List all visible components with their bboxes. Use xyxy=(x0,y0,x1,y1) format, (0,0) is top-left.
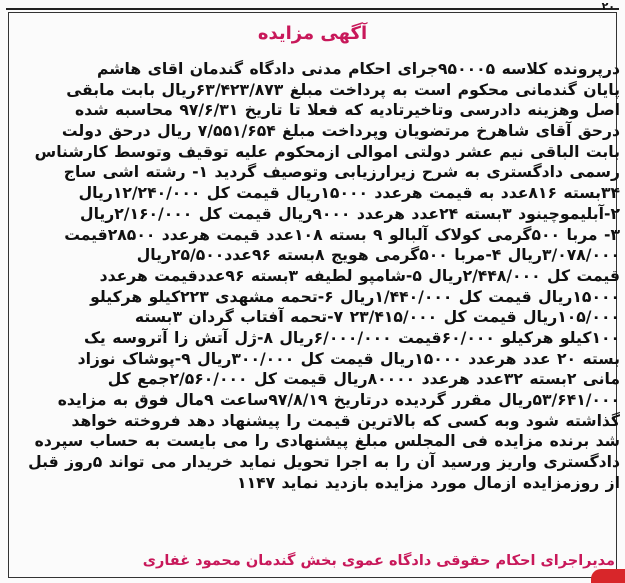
notice-signature: مدیراجرای احکام حقوقی دادگاه عموی بخش گندمان محمود غفاری xyxy=(142,553,615,569)
notice-line: گذاشته شود وبه کسی که بالاترین قیمت را پیشنهاد دهد فروخته خواهد xyxy=(71,411,620,430)
notice-line: مانی ۲بسته ۳۲عدد هرعدد ۸۰۰۰۰ریال قیمت کل ۲/۵۶۰/۰۰۰جمع کل xyxy=(107,370,620,389)
notice-line: ۱۰۵/۰۰۰ریال قیمت کل ۲۳/۴۱۵/۰۰۰ ۷-تحمه آفتاب گردان ۳بسته xyxy=(134,308,620,327)
notice-line: شد برنده مزایده فی المجلس مبلغ پیشنهادی را می بایست به حساب سپرده xyxy=(34,432,620,451)
notice-line: پایان گندمانی محکوم است به پرداخت مبلغ ۶۳/۴۲۳/۸۷۳ریال بابت مابقی xyxy=(66,80,620,99)
notice-title: آگهی مزایده xyxy=(257,23,368,44)
notice-line: از روزمزایده ازمال مورد مزایده بازدید نماید ۱۱۴۷ xyxy=(237,473,620,492)
notice-line: درحق آقای شاهرخ مرتضویان وپرداخت مبلغ ۷/۵۵۱/۶۵۴ ریال درحق دولت xyxy=(61,122,620,141)
notice-line: ۳۴بسته ۸۱۶عدد به قیمت هرعدد ۱۵۰۰۰ریال قیمت کل ۱۲/۲۴۰/۰۰۰ریال xyxy=(78,184,620,203)
notice-line: بسته ۲۰ عدد هرعدد ۱۵۰۰۰ریال قیمت کل ۳۰۰/۰۰۰ریال ۹-پوشاک نوزاد xyxy=(77,349,620,368)
notice-line: قیمت کل ۲/۴۴۸/۰۰۰ریال ۵-شامپو لطیفه ۳بسته ۹۶عددقیمت هرعدد xyxy=(99,266,620,285)
notice-line: اصل وهزینه دادرسی وتاخیرتادیه که فعلا تا تاریخ ۹۷/۶/۳۱ محاسبه شده xyxy=(75,101,620,120)
top-divider xyxy=(6,8,619,10)
notice-line: ۱۵۰۰۰ریال قیمت کل ۱/۴۴۰/۰۰۰ریال ۶-تحمه مشهدی ۲۲۳کیلو هرکیلو xyxy=(90,287,620,306)
notice-line: ۲-آبلیموچینود ۳بسته ۲۴عدد هرعدد ۹۰۰۰ریال قیمت کل ۲/۱۶۰/۰۰۰ریال xyxy=(80,204,620,223)
notice-line: ۳/۰۷۸/۰۰۰ریال ۴-مربا ۵۰۰گرمی هویج ۸بسته ۹۶عدد۲۵/۵۰۰ریال xyxy=(136,246,620,265)
notice-line: ۵۳/۶۴۱/۰۰۰ریال مقرر گردیده درتاریخ ۹۷/۸/۱۹ساعت ۹مال فوق به مزایده xyxy=(57,391,620,409)
notice-body xyxy=(25,59,620,493)
red-corner-mark xyxy=(591,569,625,583)
notice-box xyxy=(8,12,620,578)
notice-line: رسمی دادگستری به شرح زیرارزیابی وتوصیف گردید ۱- رشته اشی ساج xyxy=(63,163,620,182)
notice-line: درپرونده کلاسه ۹۵۰۰۰۵جرای احکام مدنی دادگاه گندمان اقای هاشم xyxy=(96,60,620,78)
notice-line: بابت الباقی نیم عشر دولتی اموالی ازمحکوم علیه توقیف وتوسط کارشناس xyxy=(34,142,620,161)
notice-line: ۳- مربا ۵۰۰گرمی کولاک آلبالو ۹ بسته ۱۰۸عدد قیمت هرعدد ۲۸۵۰۰قیمت xyxy=(64,225,620,244)
notice-line: دادگستری واریز ورسید آن را به اجرا تحویل نماید خریدار می تواند ۵روز قبل xyxy=(28,453,620,472)
page-number: ۲۰ xyxy=(601,0,615,13)
notice-line: ۱۰۰کیلو هرکیلو ۶۰/۰۰۰قیمت ۶/۰۰۰/۰۰۰ریال ۸-ژل آتش زا آتروسه یک xyxy=(83,328,620,347)
